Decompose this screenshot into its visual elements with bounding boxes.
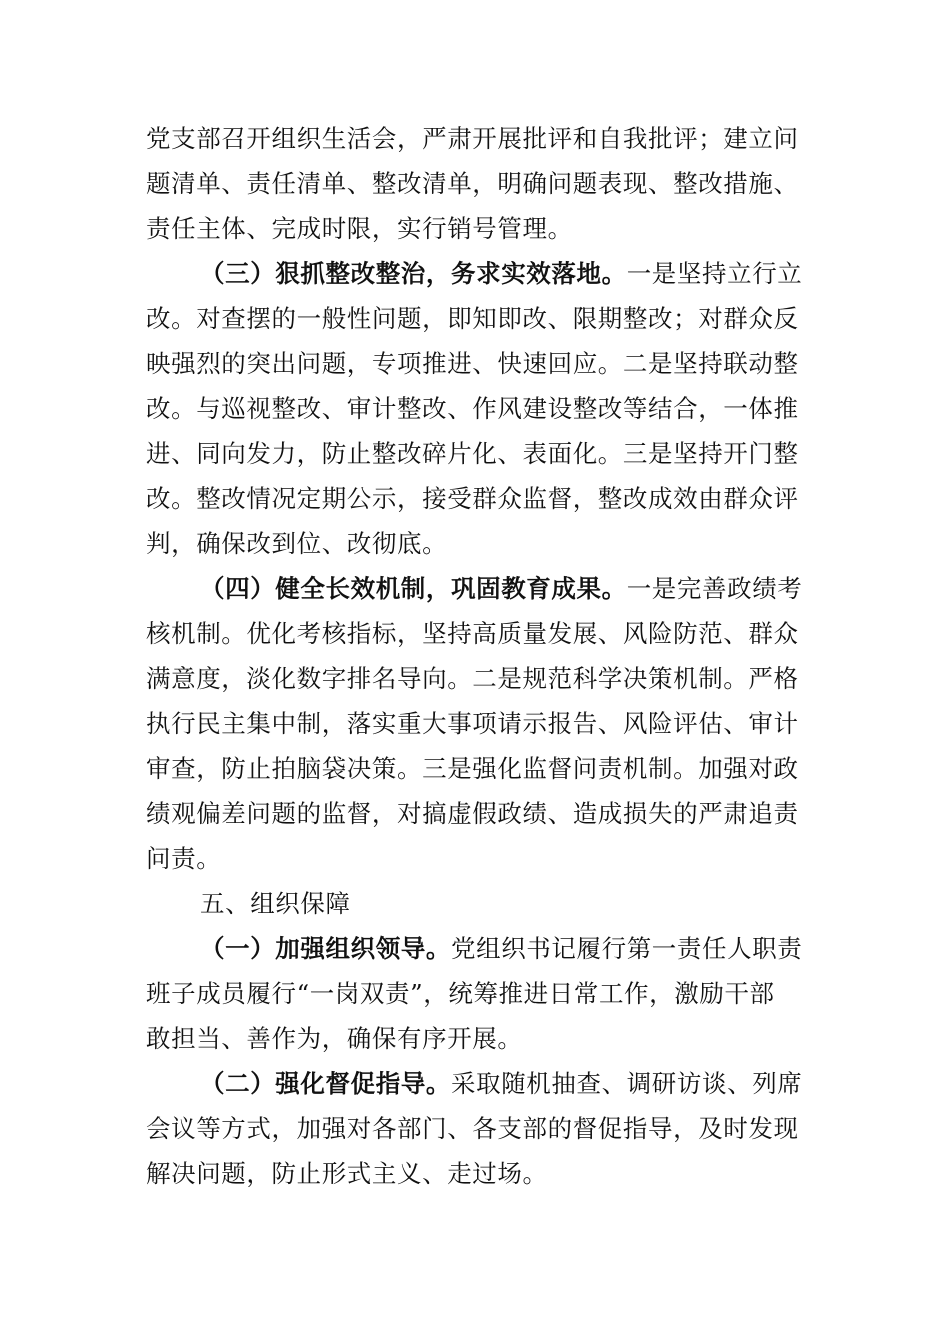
paragraph-line: 判，确保改到位、改彻底。: [146, 529, 448, 558]
paragraph-first-line: [200, 1068, 802, 1100]
paragraph-line: 进、同向发力，防止整改碎片化、表面化。三是坚持开门整: [146, 439, 799, 468]
paragraph-line: 会议等方式，加强对各部门、各支部的督促指导，及时发现: [146, 1114, 799, 1143]
paragraph-first-line: [200, 258, 802, 290]
paragraph-line: 班子成员履行“一岗双责”，统筹推进日常工作，激励干部: [146, 979, 775, 1008]
paragraph-text: 一是完善政绩考: [626, 574, 803, 603]
paragraph-line: 审查，防止拍脑袋决策。三是强化监督问责机制。加强对政: [146, 754, 799, 783]
paragraph-line: 执行民主集中制，落实重大事项请示报告、风险评估、审计: [146, 709, 799, 738]
paragraph-first-line: [200, 573, 802, 605]
paragraph-lead: （二）强化督促指导。: [200, 1069, 451, 1098]
paragraph-line: 解决问题，防止形式主义、走过场。: [146, 1159, 548, 1188]
paragraph-line: 敢担当、善作为，确保有序开展。: [146, 1024, 523, 1053]
paragraph-line: 问责。: [146, 844, 222, 873]
paragraph-line: 核机制。优化考核指标，坚持高质量发展、风险防范、群众: [146, 619, 799, 648]
paragraph-line: 改。对查摆的一般性问题，即知即改、限期整改；对群众反: [146, 304, 799, 333]
paragraph-line: 责任主体、完成时限，实行销号管理。: [146, 214, 573, 243]
paragraph-text: 一是坚持立行立: [626, 259, 803, 288]
paragraph-text: 采取随机抽查、调研访谈、列席: [451, 1069, 803, 1098]
paragraph-lead: （四）健全长效机制，巩固教育成果。: [200, 574, 627, 603]
paragraph-line: 改。与巡视整改、审计整改、作风建设整改等结合，一体推: [146, 394, 799, 423]
paragraph-line: 党支部召开组织生活会，严肃开展批评和自我批评；建立问: [146, 124, 799, 153]
paragraph-line: 映强烈的突出问题，专项推进、快速回应。二是坚持联动整: [146, 349, 799, 378]
section-heading: 五、组织保障: [200, 889, 351, 918]
paragraph-line: 题清单、责任清单、整改清单，明确问题表现、整改措施、: [146, 169, 799, 198]
paragraph-first-line: [200, 933, 802, 965]
paragraph-lead: （一）加强组织领导。: [200, 934, 451, 963]
paragraph-lead: （三）狠抓整改整治，务求实效落地。: [200, 259, 627, 288]
paragraph-line: 绩观偏差问题的监督，对搞虚假政绩、造成损失的严肃追责: [146, 799, 799, 828]
paragraph-line: 改。整改情况定期公示，接受群众监督，整改成效由群众评: [146, 484, 799, 513]
paragraph-text: 党组织书记履行第一责任人职责: [451, 934, 803, 963]
paragraph-line: 满意度，淡化数字排名导向。二是规范科学决策机制。严格: [146, 664, 799, 693]
